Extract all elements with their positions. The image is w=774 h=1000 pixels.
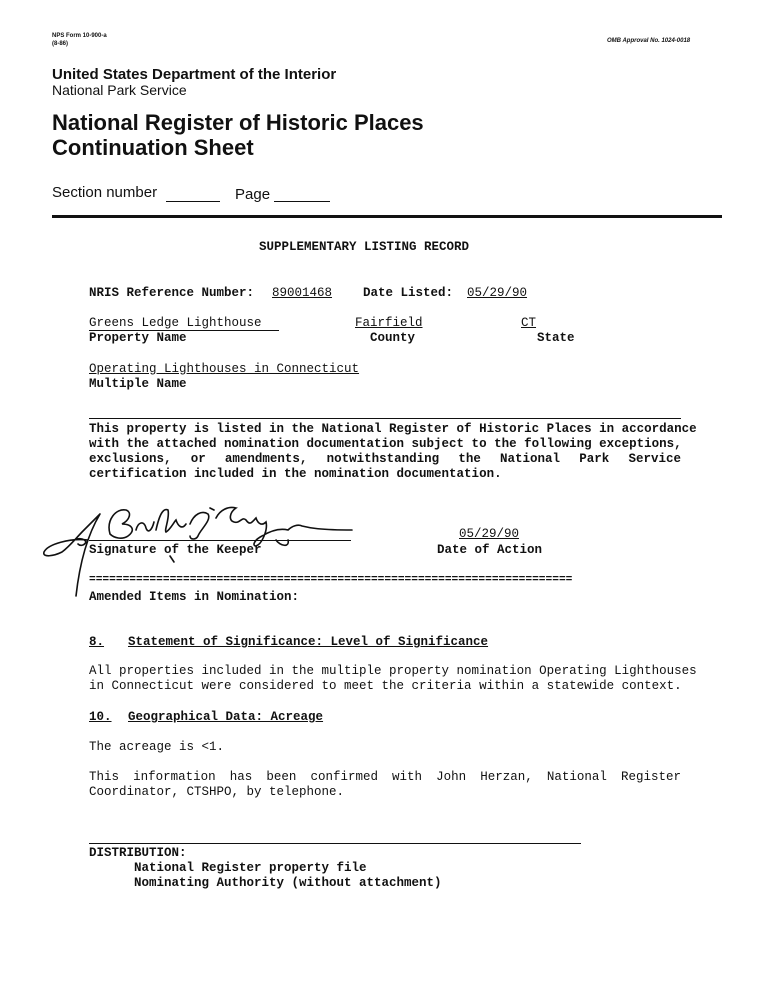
confirmation-word: Herzan, bbox=[480, 770, 533, 784]
section-number-label: Section number bbox=[52, 184, 158, 201]
date-listed-value: 05/29/90 bbox=[467, 286, 528, 300]
distribution-item-1: National Register property file bbox=[134, 861, 367, 875]
item-10-number: 10. bbox=[89, 710, 112, 724]
property-name-label: Property Name bbox=[89, 331, 187, 345]
distribution-heading: DISTRIBUTION: bbox=[89, 846, 187, 860]
multiple-name-label: Multiple Name bbox=[89, 377, 187, 391]
nris-label: NRIS Reference Number: bbox=[89, 286, 255, 300]
statement-word: Park bbox=[579, 452, 610, 466]
county-label: County bbox=[370, 331, 416, 345]
acreage-text: The acreage is <1. bbox=[89, 740, 225, 754]
signature-label: Signature of the Keeper bbox=[89, 543, 262, 557]
item-8-title: Statement of Significance: Level of Significance bbox=[128, 635, 489, 649]
distribution-rule bbox=[89, 843, 581, 844]
amended-items-heading: Amended Items in Nomination: bbox=[89, 590, 300, 604]
confirmation-word: This bbox=[89, 770, 120, 784]
date-listed-label: Date Listed: bbox=[363, 286, 454, 300]
confirmation-line-1 bbox=[89, 770, 681, 784]
department-name: United States Department of the Interior bbox=[52, 66, 337, 83]
statement-word: or bbox=[190, 452, 206, 466]
distribution-item-2: Nominating Authority (without attachment) bbox=[134, 876, 442, 890]
state-label: State bbox=[537, 331, 575, 345]
section-number-blank bbox=[166, 201, 220, 202]
statement-word: National bbox=[500, 452, 561, 466]
page-subtitle: Continuation Sheet bbox=[52, 135, 254, 160]
state-value: CT bbox=[521, 316, 537, 330]
item-8-text-line-2: in Connecticut were considered to meet the criteria within a statewide context. bbox=[89, 679, 682, 693]
item-10-title: Geographical Data: Acreage bbox=[128, 710, 324, 724]
item-8-number: 8. bbox=[89, 635, 105, 649]
statement-word: Service bbox=[628, 452, 681, 466]
statement-word: notwithstanding bbox=[326, 452, 440, 466]
form-date: (8-86) bbox=[52, 41, 69, 47]
confirmation-word: has bbox=[229, 770, 253, 784]
confirmation-word: information bbox=[133, 770, 216, 784]
confirmation-word: John bbox=[436, 770, 467, 784]
confirmation-word: Register bbox=[620, 770, 681, 784]
signature-line bbox=[89, 540, 351, 541]
omb-approval: OMB Approval No. 1024-0018 bbox=[607, 38, 691, 44]
statement-line-1: This property is listed in the National Register of Historic Places in accordance bbox=[89, 422, 697, 436]
confirmation-word: with bbox=[392, 770, 423, 784]
form-number: NPS Form 10-900-a bbox=[52, 33, 107, 39]
header-divider bbox=[52, 215, 722, 218]
item-8-text-line-1: All properties included in the multiple property nomination Operating Lighthouses bbox=[89, 664, 697, 678]
statement-top-rule bbox=[89, 418, 681, 419]
separator-line: ======================================================================== bbox=[89, 574, 573, 586]
statement-line-4: certification included in the nomination documentation. bbox=[89, 467, 502, 481]
confirmation-word: been bbox=[266, 770, 297, 784]
statement-word: amendments, bbox=[224, 452, 308, 466]
confirmation-word: confirmed bbox=[310, 770, 378, 784]
statement-line-2: with the attached nomination documentation subject to the following exceptions, bbox=[89, 437, 682, 451]
statement-line-3 bbox=[89, 452, 681, 466]
page-number-blank bbox=[274, 201, 330, 202]
record-heading: SUPPLEMENTARY LISTING RECORD bbox=[259, 240, 470, 254]
county-value: Fairfield bbox=[355, 316, 423, 330]
property-name-value: Greens Ledge Lighthouse bbox=[89, 316, 262, 330]
confirmation-word: National bbox=[546, 770, 607, 784]
action-date-label: Date of Action bbox=[437, 543, 543, 557]
agency-name: National Park Service bbox=[52, 82, 187, 98]
multiple-name-value: Operating Lighthouses in Connecticut bbox=[89, 362, 360, 376]
page-label: Page bbox=[235, 186, 271, 203]
page-title: National Register of Historic Places bbox=[52, 110, 424, 135]
nris-value: 89001468 bbox=[272, 286, 333, 300]
action-date-value: 05/29/90 bbox=[459, 527, 520, 541]
statement-word: the bbox=[458, 452, 481, 466]
confirmation-line-2: Coordinator, CTSHPO, by telephone. bbox=[89, 785, 345, 799]
statement-word: exclusions, bbox=[89, 452, 172, 466]
